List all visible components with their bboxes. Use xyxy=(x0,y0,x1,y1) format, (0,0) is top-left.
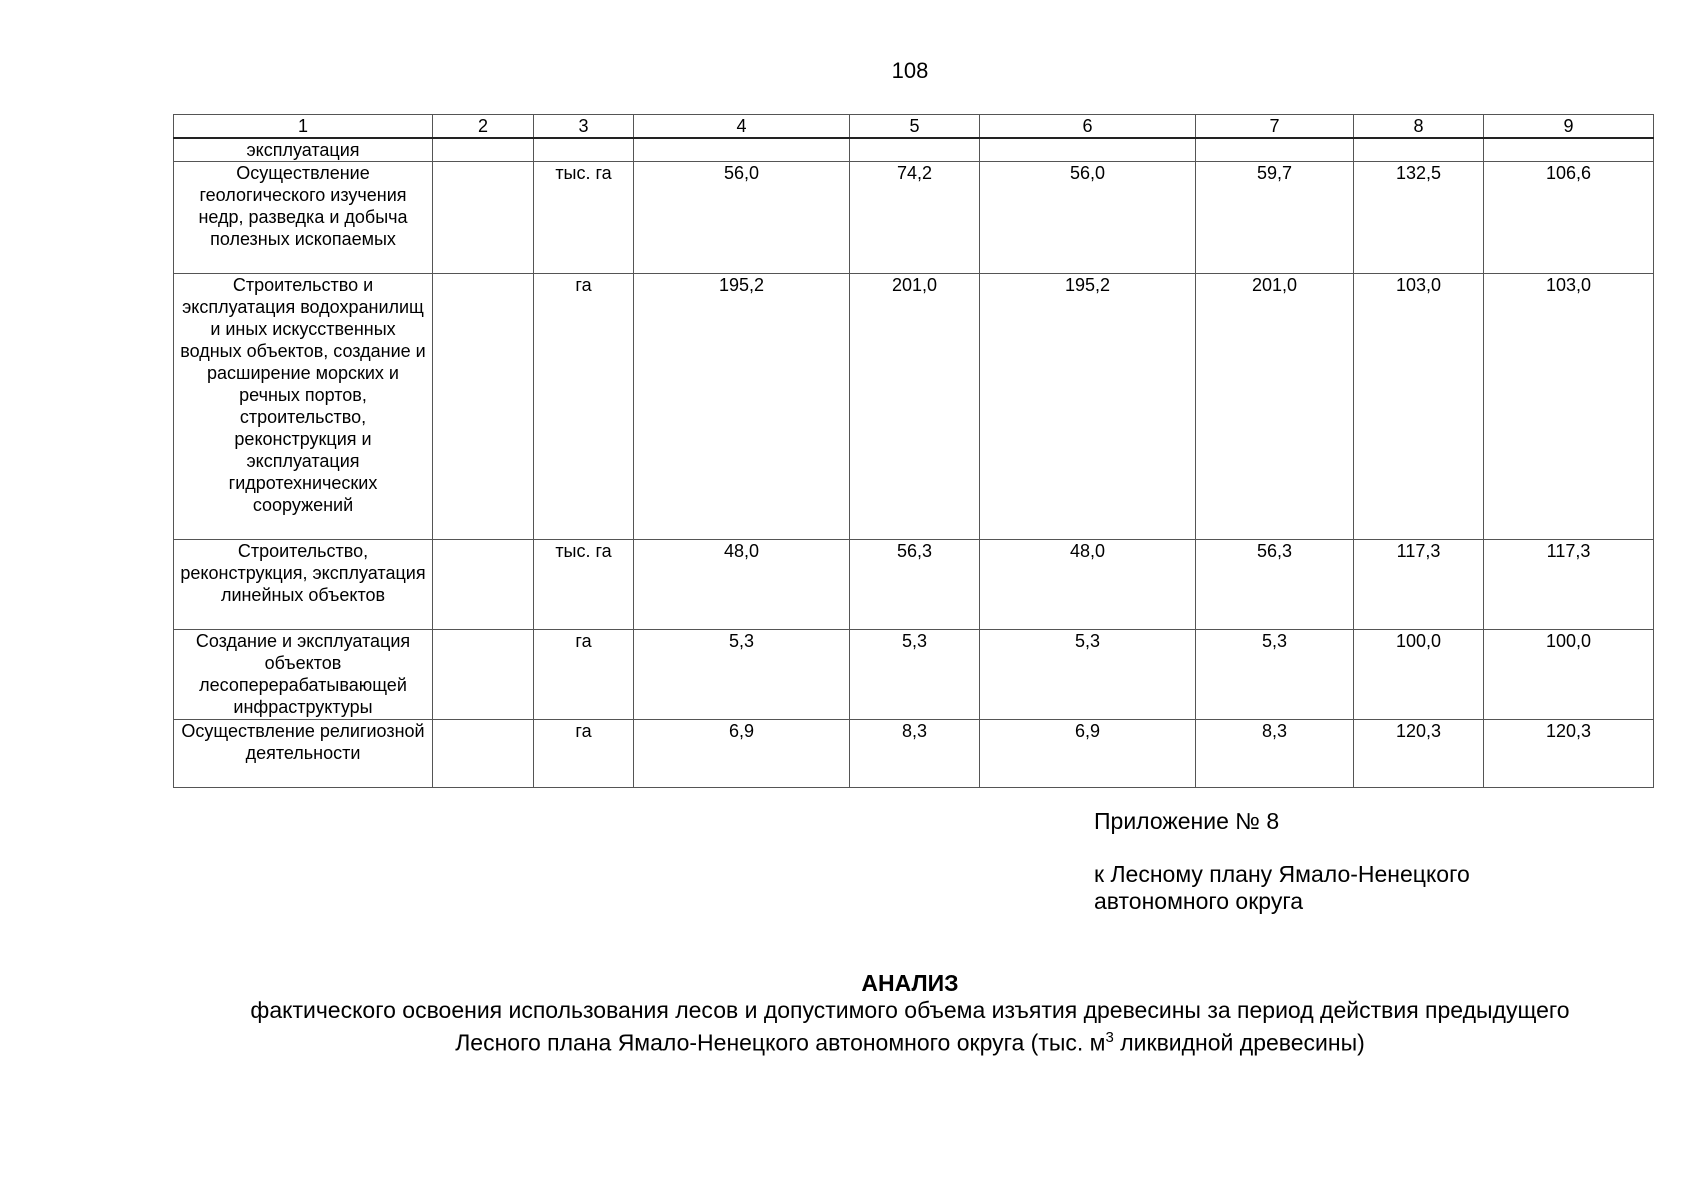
table-cell: 5,3 xyxy=(980,630,1196,720)
table-cell: 6,9 xyxy=(634,720,850,788)
cubic-superscript: 3 xyxy=(1105,1029,1114,1046)
table-cell: 117,3 xyxy=(1354,540,1484,630)
table-cell: 5,3 xyxy=(634,630,850,720)
table-cell xyxy=(433,274,534,540)
table-cell: 132,5 xyxy=(1354,162,1484,274)
table-cell: Осуществление геологического изучения недр, разведка и добыча полезных ископаемых xyxy=(174,162,433,274)
table-cell: га xyxy=(534,274,634,540)
table-cell xyxy=(1484,138,1654,162)
table-row xyxy=(174,138,1654,162)
column-header: 5 xyxy=(850,115,980,139)
table-cell: 48,0 xyxy=(634,540,850,630)
table-cell: 74,2 xyxy=(850,162,980,274)
table-cell: 100,0 xyxy=(1484,630,1654,720)
table-row xyxy=(174,162,1654,274)
table-cell xyxy=(980,138,1196,162)
column-header: 1 xyxy=(174,115,433,139)
table-cell: 56,3 xyxy=(850,540,980,630)
table-cell: Строительство и эксплуатация водохранилищ и иных искусственных водных объектов, создание и расширение морских и речных портов, строительство, реконструкция и эксплуатация гидротехнических сооружений xyxy=(174,274,433,540)
table-cell: 56,3 xyxy=(1196,540,1354,630)
table-row xyxy=(174,274,1654,540)
page-number: 108 xyxy=(891,58,929,83)
table-cell xyxy=(850,138,980,162)
appendix-block xyxy=(1094,808,1470,915)
table-cell: тыс. га xyxy=(534,162,634,274)
appendix-title: Приложение № 8 xyxy=(1094,808,1280,834)
table-cell: 56,0 xyxy=(980,162,1196,274)
table-row xyxy=(174,540,1654,630)
data-table xyxy=(173,114,1654,788)
appendix-reference-line-1: к Лесному плану Ямало-Ненецкого xyxy=(1094,861,1470,887)
table-cell: 120,3 xyxy=(1484,720,1654,788)
column-header: 7 xyxy=(1196,115,1354,139)
column-header: 6 xyxy=(980,115,1196,139)
table-cell: 201,0 xyxy=(850,274,980,540)
table-cell: 106,6 xyxy=(1484,162,1654,274)
column-header: 3 xyxy=(534,115,634,139)
table-cell: 100,0 xyxy=(1354,630,1484,720)
table-cell xyxy=(433,630,534,720)
table-cell: 103,0 xyxy=(1484,274,1654,540)
table-cell xyxy=(433,540,534,630)
table-cell: 195,2 xyxy=(634,274,850,540)
table-cell: 8,3 xyxy=(1196,720,1354,788)
table-cell: 8,3 xyxy=(850,720,980,788)
table-row xyxy=(174,720,1654,788)
table-cell: 5,3 xyxy=(1196,630,1354,720)
table-cell: 56,0 xyxy=(634,162,850,274)
analysis-heading: АНАЛИЗ xyxy=(861,970,959,996)
column-header: 2 xyxy=(433,115,534,139)
analysis-subtitle-line-2 xyxy=(0,1024,1697,1057)
table-cell: 117,3 xyxy=(1484,540,1654,630)
column-header: 9 xyxy=(1484,115,1654,139)
table-cell: га xyxy=(534,720,634,788)
table-cell xyxy=(1196,138,1354,162)
appendix-reference-line-2: автономного округа xyxy=(1094,888,1303,914)
analysis-subtitle-text-end: ликвидной древесины) xyxy=(1113,1029,1365,1056)
column-header: 4 xyxy=(634,115,850,139)
table-cell: 120,3 xyxy=(1354,720,1484,788)
table-cell xyxy=(634,138,850,162)
table-cell: га xyxy=(534,630,634,720)
table-cell: 59,7 xyxy=(1196,162,1354,274)
table-cell: 6,9 xyxy=(980,720,1196,788)
table-header-row xyxy=(174,115,1654,139)
table-cell: 195,2 xyxy=(980,274,1196,540)
table-cell xyxy=(433,720,534,788)
table-cell: 201,0 xyxy=(1196,274,1354,540)
analysis-subtitle-line-1: фактического освоения использования лесов и допустимого объема изъятия древесины за период действия предыдущего xyxy=(250,997,1570,1023)
analysis-title-block xyxy=(0,970,1697,1057)
column-header: 8 xyxy=(1354,115,1484,139)
table-cell xyxy=(433,138,534,162)
table-cell xyxy=(433,162,534,274)
analysis-subtitle-text: Лесного плана Ямало-Ненецкого автономного округа (тыс. м xyxy=(455,1029,1106,1056)
table-cell xyxy=(534,138,634,162)
table-cell: Строительство, реконструкция, эксплуатация линейных объектов xyxy=(174,540,433,630)
table-cell: 103,0 xyxy=(1354,274,1484,540)
table-cell: 5,3 xyxy=(850,630,980,720)
table-cell: Создание и эксплуатация объектов лесоперерабатывающей инфраструктуры xyxy=(174,630,433,720)
table-cell: Осуществление религиозной деятельности xyxy=(174,720,433,788)
table-cell: эксплуатация xyxy=(174,138,433,162)
table-cell: тыс. га xyxy=(534,540,634,630)
table-cell: 48,0 xyxy=(980,540,1196,630)
table-row xyxy=(174,630,1654,720)
table-cell xyxy=(1354,138,1484,162)
